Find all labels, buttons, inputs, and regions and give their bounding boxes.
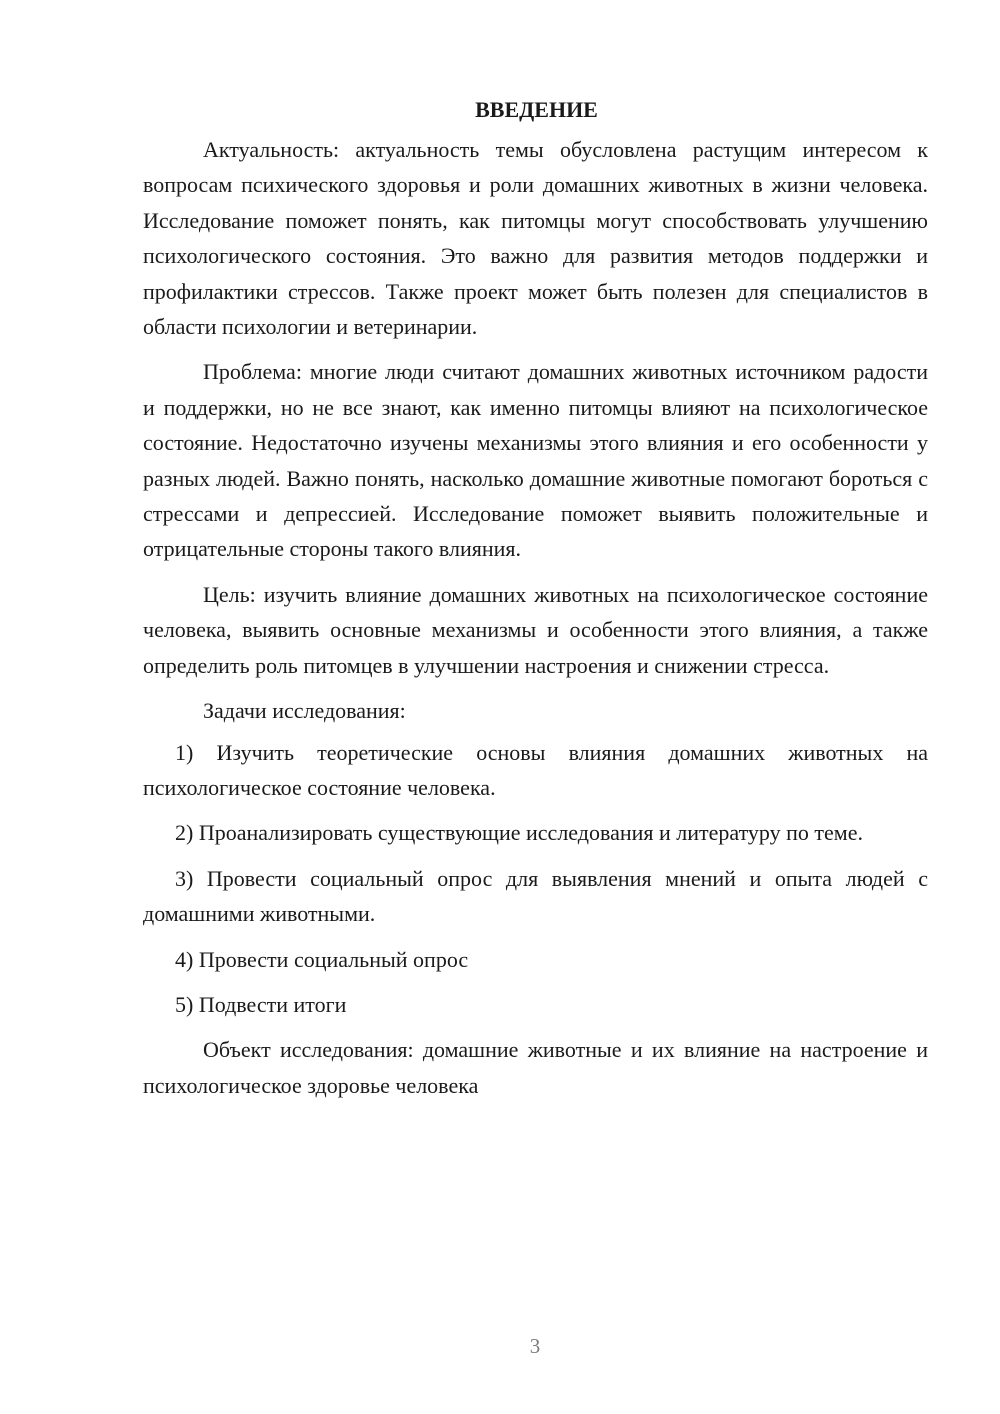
task-item: 2) Проанализировать существующие исследования и литературу по теме. [175, 820, 863, 846]
task-item: 3) Провести социальный опрос для выявления мнений и опыта людей с домашними животными. [143, 865, 928, 927]
page-content [143, 92, 928, 1113]
relevance-paragraph: Актуальность: актуальность темы обусловлена растущим интересом к вопросам психического здоровья и роли домашних животных в жизни человека. Исследование поможет понять, как питомцы могут способствовать улучшению психологического состояния. Это важно для развития методов поддержки и профилактики стрессов. Также проект может быть полезен для специалистов в области психологии и ветеринарии. [143, 137, 928, 340]
page-number: 3 [529, 1334, 541, 1358]
problem-paragraph: Проблема: многие люди считают домашних животных источником радости и поддержки, но не все знают, как именно питомцы влияют на психологическое состояние. Недостаточно изучены механизмы этого влияния и его особенности у разных людей. Важно понять, насколько домашние животные помогают бороться с стрессами и депрессией. Исследование поможет выявить положительные и отрицательные стороны такого влияния. [143, 359, 928, 562]
object-paragraph: Объект исследования: домашние животные и их влияние на настроение и психологическое здоровье человека [143, 1037, 928, 1098]
task-item: 1) Изучить теоретические основы влияния домашних животных на психологическое состояние человека. [143, 739, 928, 800]
task-item: 5) Подвести итоги [175, 991, 347, 1017]
task-item: 4) Провести социальный опрос [175, 946, 469, 972]
goal-paragraph: Цель: изучить влияние домашних животных на психологическое состояние человека, выявить основные механизмы и особенности этого влияния, а также определить роль питомцев в улучшении настроения и снижении стресса. [143, 581, 928, 678]
section-heading: ВВЕДЕНИЕ [475, 97, 598, 122]
tasks-heading: Задачи исследования: [203, 698, 406, 724]
